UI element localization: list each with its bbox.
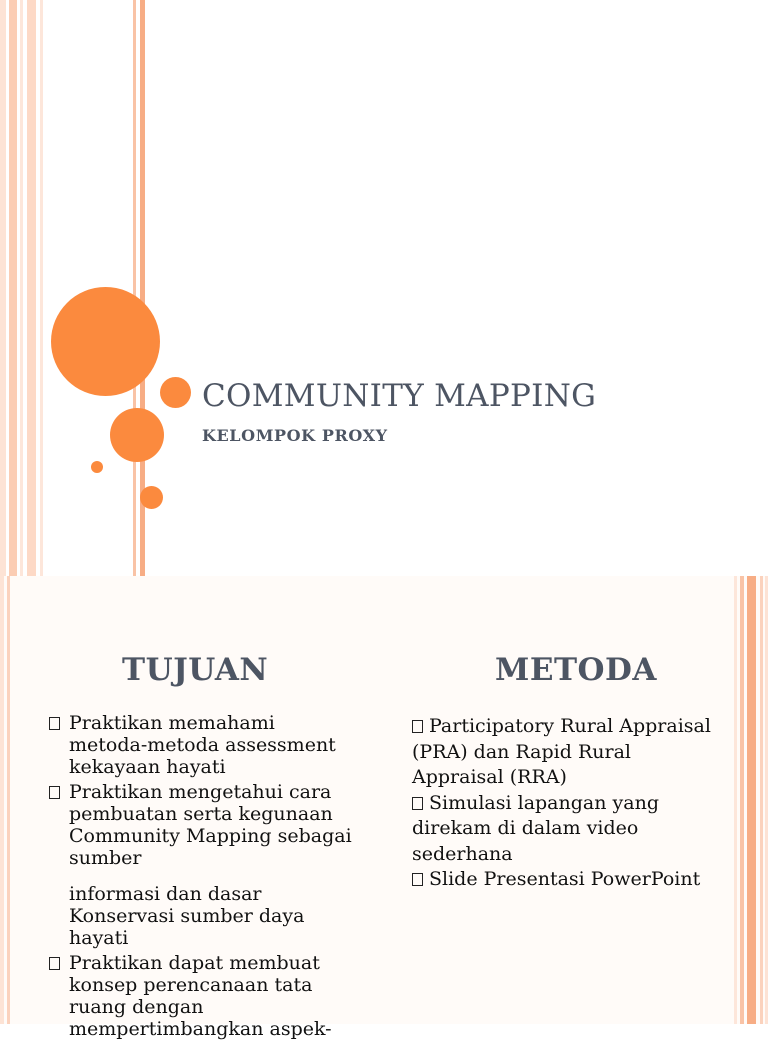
- list-item-continuation: [47, 883, 352, 949]
- list-item: [412, 867, 712, 893]
- list-item-text: Simulasi lapangan yang direkam di dalam video sederhana: [412, 791, 659, 865]
- list-item-text: Praktikan memahami metoda-metoda assessment kekayaan hayati: [69, 712, 336, 778]
- decor-stripe: [740, 576, 744, 1024]
- decor-circle-tiny: [91, 461, 103, 473]
- list-item-text: Praktikan dapat membuat konsep perencanaan tata ruang dengan mempertimbangkan aspek-: [69, 952, 332, 1040]
- decor-stripe: [0, 0, 6, 576]
- list-item: [47, 781, 352, 869]
- decor-stripe: [27, 0, 36, 576]
- checkbox-bullet-icon: [49, 717, 60, 730]
- decor-stripe: [133, 0, 136, 576]
- metoda-list: [412, 714, 712, 893]
- checkbox-bullet-icon: [49, 786, 60, 799]
- decor-circle-medium: [110, 408, 164, 462]
- checkbox-bullet-icon: [412, 720, 423, 733]
- decor-stripe: [747, 576, 756, 1024]
- decor-circle-large: [51, 287, 160, 396]
- tujuan-heading: TUJUAN: [122, 652, 269, 688]
- decor-circle-small: [140, 486, 163, 509]
- list-item-text: Praktikan mengetahui cara pembuatan serta kegunaan Community Mapping sebagai sumber: [69, 781, 352, 869]
- decor-stripe: [20, 0, 23, 576]
- list-item: [47, 952, 352, 1040]
- decor-stripe: [40, 0, 43, 576]
- list-item: [412, 714, 712, 791]
- list-item: [412, 791, 712, 868]
- checkbox-bullet-icon: [412, 873, 423, 886]
- decor-stripe: [7, 576, 10, 1024]
- list-item-text: Slide Presentasi PowerPoint: [429, 868, 701, 890]
- decor-stripe: [0, 576, 4, 1024]
- tujuan-list: [47, 712, 352, 1043]
- decor-stripe: [760, 576, 763, 1024]
- slide-subtitle: KELOMPOK PROXY: [202, 426, 388, 445]
- list-item-text: informasi dan dasar Konservasi sumber daya hayati: [69, 883, 305, 949]
- list-item: [47, 712, 352, 778]
- slide-title: COMMUNITY MAPPING: [202, 378, 597, 414]
- checkbox-bullet-icon: [49, 957, 60, 970]
- metoda-heading: METODA: [495, 652, 657, 688]
- decor-circle-small: [160, 377, 191, 408]
- decor-stripe: [9, 0, 17, 576]
- list-item-text: Participatory Rural Appraisal (PRA) dan Rapid Rural Appraisal (RRA): [412, 715, 711, 788]
- checkbox-bullet-icon: [412, 797, 423, 810]
- decor-stripe: [734, 576, 737, 1024]
